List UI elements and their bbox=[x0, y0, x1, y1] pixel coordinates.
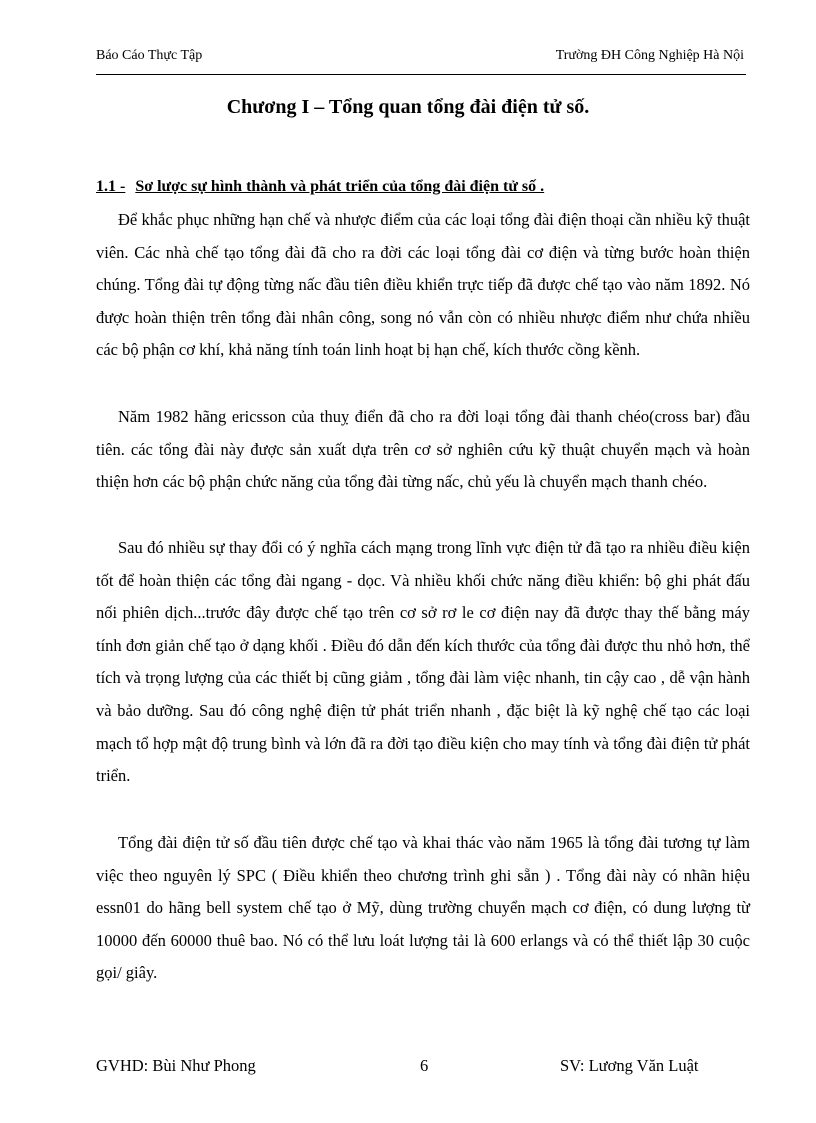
section-title: Sơ lược sự hình thành và phát triển của tổng đài điện tử số . bbox=[135, 178, 545, 195]
section-number: 1.1 - bbox=[96, 178, 126, 195]
footer-student: SV: Lương Văn Luật bbox=[560, 1056, 699, 1075]
paragraph-3: Sau đó nhiều sự thay đổi có ý nghĩa cách mạng trong lĩnh vực điện tử đã tạo ra nhiều điều kiện tốt để hoàn thiện các tổng đài ngang - dọc. Và nhiều khối chức năng điều khiển: bộ ghi phát đấu nối phiên dịch...trước đây được chế tạo trên cơ sở rơ le cơ điện nay đã được thay thế bằng máy tính đơn giản chế tạo ở dạng khối . Điều đó dẫn đến kích thước của tổng đài được thu nhỏ hơn, thể tích và trọng lượng của các thiết bị cũng giảm , tổng đài làm việc nhanh, tin cậy cao , dễ vận hành và bảo dưỡng. Sau đó công nghệ điện tử phát triển nhanh , đặc biệt là kỹ nghệ chế tạo các loại mạch tổ hợp mật độ trung bình và lớn đã ra đời tạo điều kiện cho may tính và tổng đài điện tử phát triển. bbox=[96, 538, 750, 786]
header-left: Báo Cáo Thực Tập bbox=[96, 48, 203, 63]
paragraph-2: Năm 1982 hãng ericsson của thuỵ điển đã cho ra đời loại tổng đài thanh chéo(cross bar) đầu tiên. các tổng đài này được sản xuất dựa trên cơ sở nghiên cứu kỹ thuật chuyển mạch và hoàn thiện hơn các bộ phận chức năng của tổng đài từng nấc, chủ yếu là chuyển mạch thanh chéo. bbox=[96, 407, 750, 492]
section-heading bbox=[96, 178, 544, 196]
chapter-title: Chương I – Tổng quan tổng đài điện tử số. bbox=[226, 96, 590, 118]
paragraph-4: Tổng đài điện tử số đầu tiên được chế tạo và khai thác vào năm 1965 là tổng đài tương tự làm việc theo nguyên lý SPC ( Điều khiển theo chương trình ghi sẵn ) . Tổng đài này có nhãn hiệu essn01 do hãng bell system chế tạo ở Mỹ, dùng trường chuyển mạch cơ điện, có dung lượng từ 10000 đến 60000 thuê bao. Nó có thể lưu loát lượng tải là 600 erlangs và có thể thiết lập 30 cuộc gọi/ giây. bbox=[96, 833, 750, 983]
footer-advisor: GVHD: Bùi Như Phong bbox=[96, 1056, 256, 1075]
header-divider bbox=[96, 74, 746, 75]
page-number: 6 bbox=[420, 1056, 429, 1075]
paragraph-1: Để khắc phục những hạn chế và nhược điểm của các loại tổng đài điện thoại cần nhiều kỹ thuật viên. Các nhà chế tạo tổng đài đã cho ra đời các loại tổng đài cơ điện và từng bước hoàn thiện chúng. Tổng đài tự động từng nấc đầu tiên điều khiển trực tiếp đã được chế tạo vào năm 1892. Nó được hoàn thiện trên tổng đài nhân công, song nó vẫn còn có nhiều nhược điểm như chứa nhiều các bộ phận cơ khí, khả năng tính toán linh hoạt bị hạn chế, kích thước cồng kềnh. bbox=[96, 210, 750, 360]
header-right: Trường ĐH Công Nghiệp Hà Nội bbox=[555, 48, 744, 63]
